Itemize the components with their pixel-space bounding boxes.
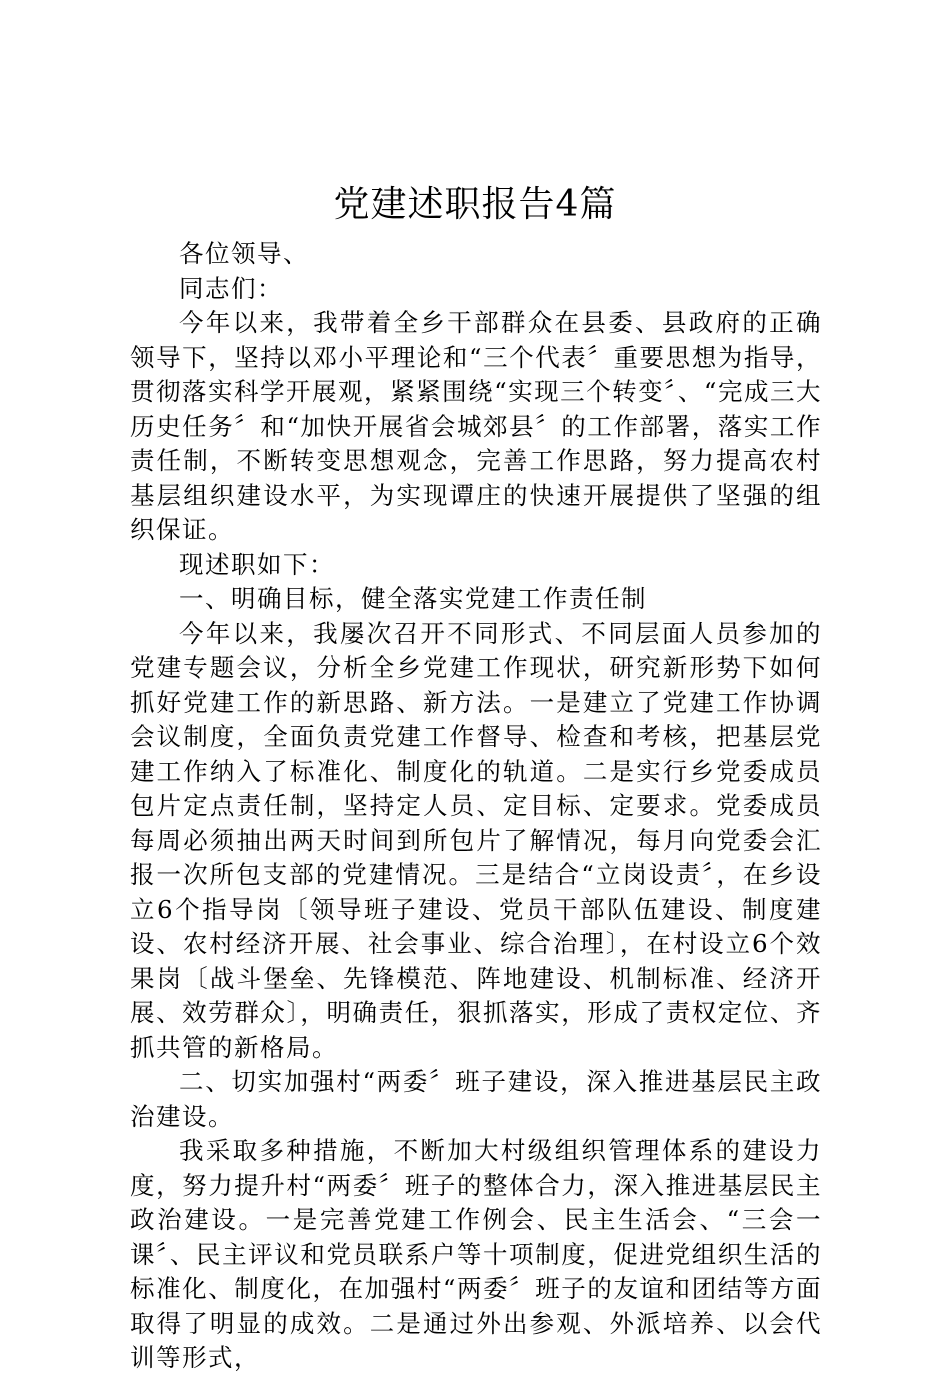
- salutation-line-1: 各位领导、: [179, 239, 309, 268]
- report-lead-in: 现述职如下：: [179, 549, 335, 579]
- section-1-paragraph: 今年以来，我屡次召开不同形式、不同层面人员参加的党建专题会议，分析全乡党建工作现状，研究新形势下如何抓好党建工作的新思路、新方法。一是建立了党建工作协调会议制度，全面负责党建工作督导、检查和考核，把基层党建工作纳入了标准化、制度化的轨道。二是实行乡党委成员包片定点责任制，坚持定人员、定目标、定要求。党委成员每周必须抽出两天时间到所包片了解情况，每月向党委会汇报一次所包支部的党建情况。三是结合“立岗设责〞，在乡设立6个指导岗〔领导班子建设、党员干部队伍建设、制度建设、农村经济开展、社会事业、综合治理〕，在村设立6个效果岗〔战斗堡垒、先锋模范、阵地建设、机制标准、经济开展、效劳群众〕，明确责任，狠抓落实，形成了责权定位、齐抓共管的新格局。: [130, 618, 822, 1062]
- intro-paragraph: 今年以来，我带着全乡干部群众在县委、县政府的正确领导下，坚持以邓小平理论和“三个代表〞重要思想为指导，贯彻落实科学开展观，紧紧围绕“实现三个转变〞、“完成三大历史任务〞和“加快开展省会城郊县〞的工作部署，落实工作责任制，不断转变思想观念，完善工作思路，努力提高农村基层组织建设水平，为实现谭庄的快速开展提供了坚强的组织保证。: [130, 308, 822, 544]
- section-heading-1: 一、明确目标，健全落实党建工作责任制: [179, 584, 647, 613]
- document-body: [130, 237, 822, 1376]
- section-2-paragraph: 我采取多种措施，不断加大村级组织管理体系的建设力度，努力提升村“两委〞班子的整体合力，深入推进基层民主政治建设。一是完善党建工作例会、民主生活会、“三会一课〞、民主评议和党员联系户等十项制度，促进党组织生活的标准化、制度化，在加强村“两委〞班子的友谊和团结等方面取得了明显的成效。二是通过外出参观、外派培养、以会代训等形式，: [130, 1136, 822, 1372]
- document-title: 党建述职报告4篇: [333, 184, 617, 225]
- salutation-line-2: 同志们：: [179, 273, 283, 303]
- section-heading-2: 二、切实加强村“两委〞班子建设，深入推进基层民主政治建设。: [130, 1067, 822, 1131]
